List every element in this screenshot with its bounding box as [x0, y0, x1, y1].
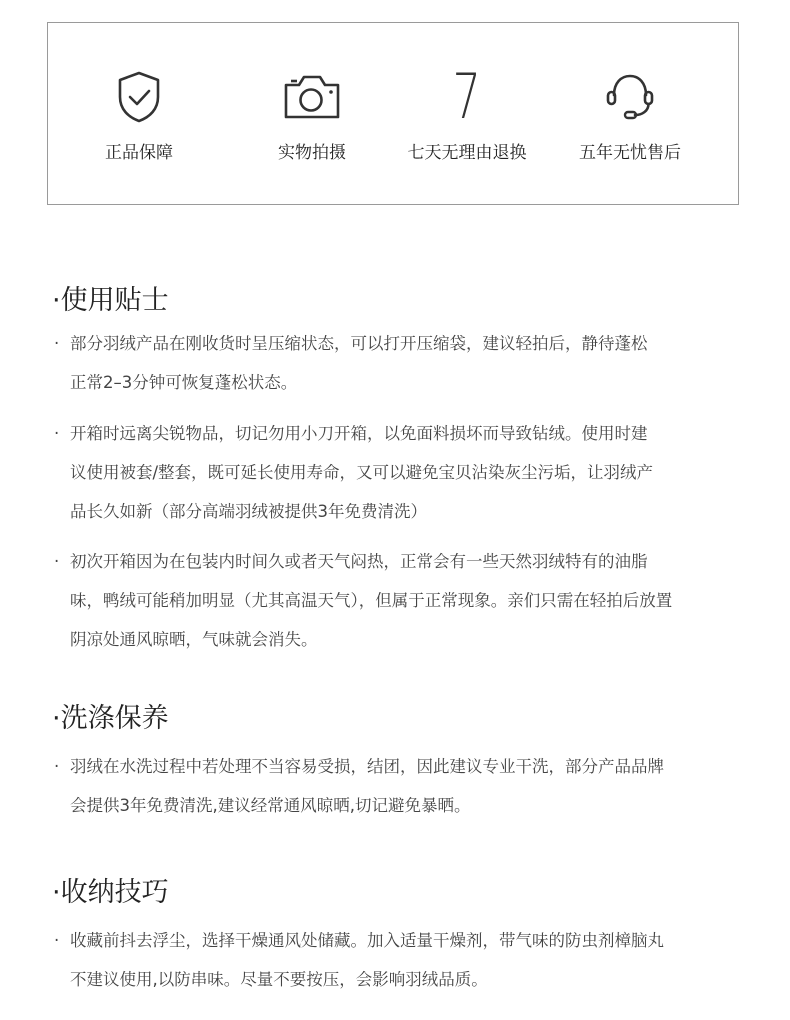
bullet-dot: · — [52, 703, 61, 734]
feature-label: 七天无理由退换 — [407, 143, 527, 163]
section-title-storage-tips — [52, 875, 169, 911]
tip-item — [54, 324, 734, 402]
bullet-dot: · — [54, 931, 60, 950]
tip-line: 羽绒在水洗过程中若处理不当容易受损，结团，因此建议专业干洗，部分产品品牌 — [70, 757, 664, 776]
tip-line: 议使用被套/整套，既可延长使用寿命，又可以避免宝贝沾染灰尘污垢，让羽绒产 — [70, 463, 654, 482]
tip-line: 阴凉处通风晾晒，气味就会消失。 — [70, 630, 318, 649]
tip-line: 收藏前抖去浮尘，选择干燥通风处储藏。加入适量干燥剂，带气味的防虫剂樟脑丸 — [70, 931, 664, 950]
seven-icon — [435, 60, 499, 133]
section-title-text: 洗涤保养 — [60, 703, 169, 734]
bullet-dot: · — [54, 334, 60, 353]
tip-line: 开箱时远离尖锐物品，切记勿用小刀开箱，以免面料损坏而导致钻绒。使用时建 — [70, 424, 648, 443]
headset-icon — [598, 67, 662, 127]
shield-check-icon — [107, 67, 171, 127]
tip-line: 会提供3年免费清洗,建议经常通风晾晒,切记避免暴晒。 — [70, 796, 471, 815]
section-title-usage-tips — [52, 283, 169, 319]
tip-line: 品长久如新（部分高端羽绒被提供3年免费清洗） — [70, 502, 427, 521]
section-title-text: 收纳技巧 — [60, 877, 169, 908]
feature-label: 五年无忧售后 — [579, 143, 681, 163]
tip-item — [54, 414, 734, 531]
tip-line: 初次开箱因为在包装内时间久或者天气闷热，正常会有一些天然羽绒特有的油脂 — [70, 552, 648, 571]
feature-label: 实物拍摄 — [278, 143, 346, 163]
camera-icon — [280, 67, 344, 127]
tip-item — [54, 921, 734, 999]
feature-after-sales — [545, 23, 715, 204]
bullet-dot: · — [52, 285, 61, 316]
bullet-dot: · — [52, 877, 61, 908]
section-title-washing-care — [52, 701, 169, 737]
tip-line: 不建议使用,以防串味。尽量不要按压，会影响羽绒品质。 — [70, 970, 488, 989]
seven-glyph: 7 — [452, 60, 482, 133]
feature-authentic — [54, 23, 224, 204]
tip-item — [54, 542, 734, 659]
guarantee-box — [47, 22, 739, 205]
feature-real-photo — [227, 23, 397, 204]
tip-item — [54, 747, 734, 825]
feature-seven-day-return — [382, 23, 552, 204]
bullet-dot: · — [54, 424, 60, 443]
bullet-dot: · — [54, 757, 60, 776]
bullet-dot: · — [54, 552, 60, 571]
tip-line: 部分羽绒产品在刚收货时呈压缩状态，可以打开压缩袋，建议轻拍后，静待蓬松 — [70, 334, 648, 353]
tip-line: 味，鸭绒可能稍加明显（尤其高温天气），但属于正常现象。亲们只需在轻拍后放置 — [70, 591, 673, 610]
section-title-text: 使用贴士 — [60, 285, 169, 316]
tip-line: 正常2–3分钟可恢复蓬松状态。 — [70, 373, 298, 392]
feature-label: 正品保障 — [105, 143, 173, 163]
